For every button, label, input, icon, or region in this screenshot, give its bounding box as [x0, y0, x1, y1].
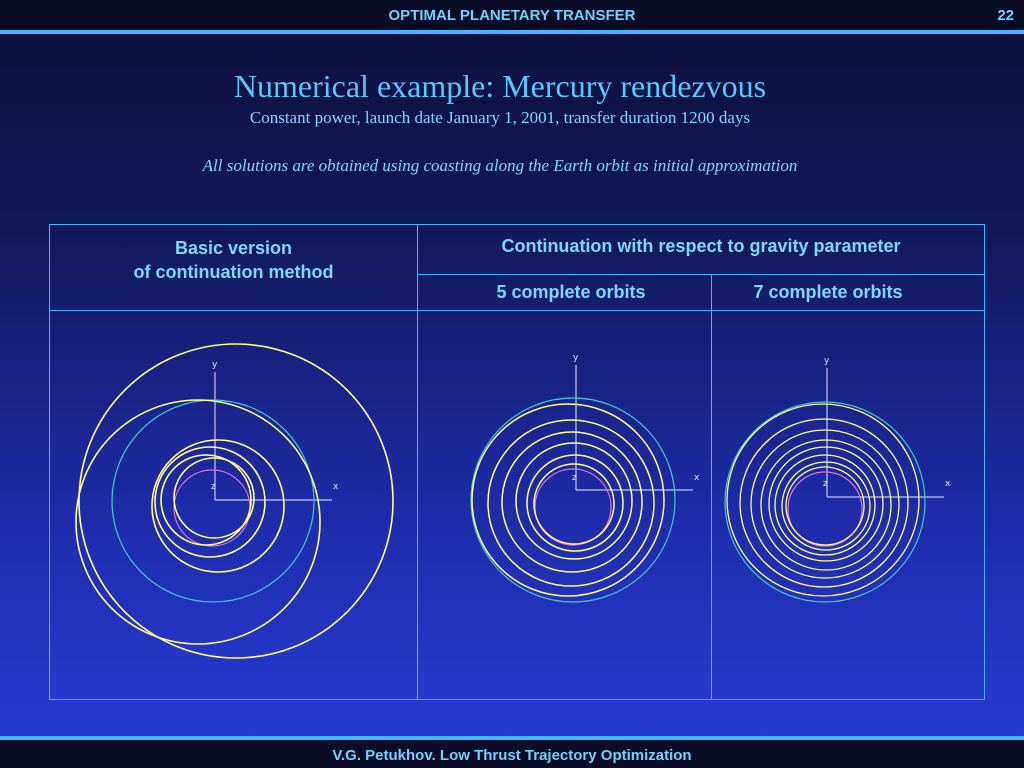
plot1-axis-y: y — [212, 360, 218, 370]
table-divider-subheader — [417, 274, 984, 275]
col1-header-line2: of continuation method — [133, 262, 334, 282]
sub-header-5-orbits: 5 complete orbits — [496, 282, 646, 302]
col2-header: Continuation with respect to gravity parameter — [501, 236, 901, 256]
plot2-axis-z: z — [572, 473, 577, 483]
slide-title: Numerical example: Mercury rendezvous — [233, 68, 767, 104]
table-divider-header — [50, 310, 984, 311]
sub-header-7-orbits: 7 complete orbits — [753, 282, 903, 302]
col1-header-line1: Basic version — [174, 238, 293, 258]
page-number: 22 — [997, 7, 1014, 24]
footer-text: V.G. Petukhov. Low Thrust Trajectory Optimization — [332, 747, 692, 764]
plot2-axis-y: y — [573, 353, 579, 363]
slide-note: All solutions are obtained using coasting along the Earth orbit as initial approximation — [202, 156, 798, 175]
plot3-axis-z: z — [823, 479, 828, 489]
header-bar — [0, 0, 1024, 34]
slide-subtitle: Constant power, launch date January 1, 2001, transfer duration 1200 days — [249, 108, 751, 127]
col1-header — [50, 236, 417, 284]
plot2-axis-x: x — [694, 473, 700, 483]
table-divider-col2 — [711, 274, 712, 699]
plot3-axis-x: x — [945, 479, 951, 489]
results-table — [49, 224, 985, 700]
plot3-axis-y: y — [824, 356, 830, 366]
header-title: OPTIMAL PLANETARY TRANSFER — [388, 7, 636, 24]
plot1-axis-z: z — [211, 482, 216, 492]
footer-bar — [0, 736, 1024, 768]
plot1-axis-x: x — [333, 482, 339, 492]
